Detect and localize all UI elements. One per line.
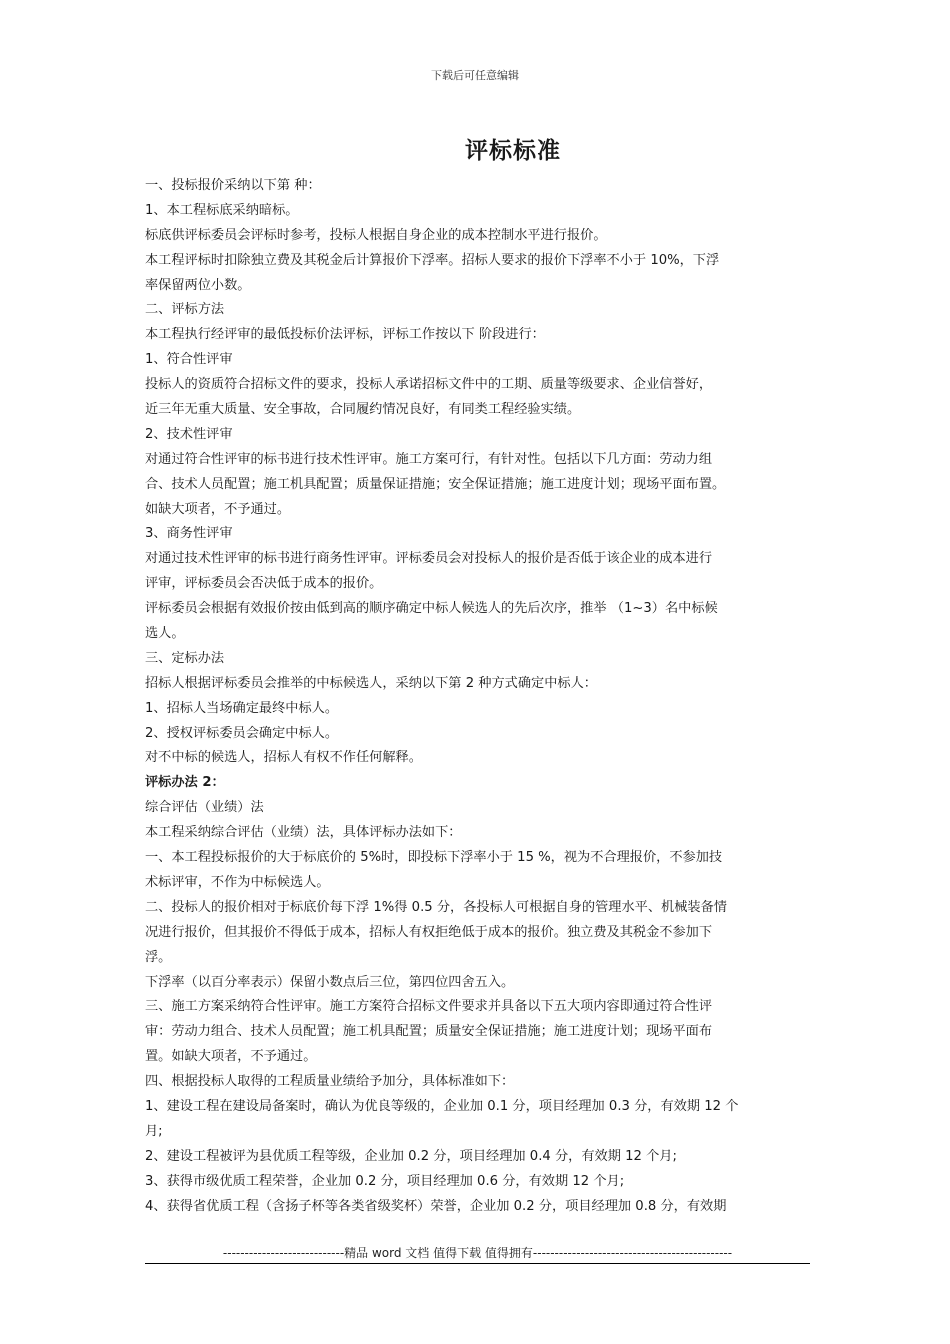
text-line: 评审，评标委员会否决低于成本的报价。: [145, 576, 383, 592]
text-line: 4、获得省优质工程（含扬子杯等各类省级奖杯）荣誉，企业加 0.2 分，项目经理加 0.8 分，有效期: [145, 1198, 727, 1214]
text-line: 本工程评标时扣除独立费及其税金后计算报价下浮率。招标人要求的报价下浮率不小于 10%，下浮: [145, 252, 720, 268]
text-line: 二、投标人的报价相对于标底价每下浮 1%得 0.5 分，各投标人可根据自身的管理水平、机械装备情: [145, 899, 727, 915]
text-line: 1、招标人当场确定最终中标人。: [145, 700, 339, 716]
text-line: 三、施工方案采纳符合性评审。施工方案符合招标文件要求并具备以下五大项内容即通过符合性评: [145, 999, 713, 1015]
text-line: 标底供评标委员会评标时参考，投标人根据自身企业的成本控制水平进行报价。: [145, 227, 607, 243]
text-line: 综合评估（业绩）法: [145, 800, 264, 816]
text-line: 3、商务性评审: [145, 526, 233, 542]
text-line: 3、获得市级优质工程荣誉，企业加 0.2 分，项目经理加 0.6 分，有效期 12 个月;: [145, 1173, 625, 1189]
text-line: 一、投标报价采纳以下第 种：: [145, 178, 321, 193]
text-line: 浮。: [145, 949, 172, 965]
text-line: 评标委员会根据有效报价按由低到高的顺序确定中标人候选人的先后次序，推举 （1~3）名中标候: [145, 601, 718, 617]
text-line: 本工程采纳综合评估（业绩）法，具体评标办法如下：: [145, 825, 462, 841]
text-line: 率保留两位小数。: [145, 277, 251, 293]
text-line: 近三年无重大质量、安全事故，合同履约情况良好，有同类工程经验实绩。: [145, 402, 581, 418]
text-line: 术标评审，不作为中标候选人。: [145, 874, 330, 890]
text-line: 对通过符合性评审的标书进行技术性评审。施工方案可行，有针对性。包括以下几方面：劳动力组: [145, 451, 713, 467]
page-footer: ----------------------------精品 word 文档 值得下载 值得拥有----------------------------------------------: [222, 1246, 733, 1260]
text-line: 月;: [145, 1123, 163, 1139]
text-line: 1、本工程标底采纳暗标。: [145, 202, 299, 218]
page-header: 下载后可任意编辑: [431, 69, 519, 82]
text-line: 如缺大项者，不予通过。: [145, 501, 291, 517]
text-line: 2、授权评标委员会确定中标人。: [145, 725, 339, 741]
document-title: 评标标准: [465, 138, 561, 164]
text-line: 1、建设工程在建设局备案时，确认为优良等级的，企业加 0.1 分，项目经理加 0.3 分，有效期 12 个: [145, 1098, 739, 1114]
text-line: 合、技术人员配置；施工机具配置；质量保证措施；安全保证措施；施工进度计划；现场平面布置。: [145, 476, 726, 492]
text-line: 1、符合性评审: [145, 352, 233, 368]
text-line: 况进行报价，但其报价不得低于成本，招标人有权拒绝低于成本的报价。独立费及其税金不参加下: [145, 924, 713, 940]
text-line: 投标人的资质符合招标文件的要求，投标人承诺招标文件中的工期、质量等级要求、企业信誉好，: [145, 377, 713, 393]
text-line: 置。如缺大项者，不予通过。: [145, 1049, 317, 1065]
text-line: 二、评标方法: [145, 302, 225, 318]
text-line: 本工程执行经评审的最低投标价法评标，评标工作按以下 阶段进行：: [145, 327, 545, 343]
text-line: 一、本工程投标报价的大于标底价的 5%时，即投标下浮率小于 15 %，视为不合理报价，不参加技: [145, 850, 723, 866]
text-line: 审：劳动力组合、技术人员配置；施工机具配置；质量安全保证措施；施工进度计划；现场平面布: [145, 1024, 713, 1040]
text-line: 招标人根据评标委员会推举的中标候选人，采纳以下第 2 种方式确定中标人：: [145, 675, 597, 691]
text-line: 下浮率（以百分率表示）保留小数点后三位，第四位四舍五入。: [145, 974, 515, 990]
text-line: 选人。: [145, 626, 185, 642]
document-body: [145, 174, 810, 1219]
text-line: 评标办法 2：: [145, 775, 225, 791]
text-line: 2、技术性评审: [145, 426, 233, 442]
footer-rule: [145, 1263, 810, 1264]
text-line: 对不中标的候选人，招标人有权不作任何解释。: [145, 750, 422, 766]
text-line: 三、定标办法: [145, 650, 225, 666]
text-line: 四、根据投标人取得的工程质量业绩给予加分，具体标准如下：: [145, 1074, 515, 1090]
text-line: 2、建设工程被评为县优质工程等级，企业加 0.2 分，项目经理加 0.4 分，有效期 12 个月;: [145, 1148, 677, 1164]
text-line: 对通过技术性评审的标书进行商务性评审。评标委员会对投标人的报价是否低于该企业的成本进行: [145, 551, 713, 567]
